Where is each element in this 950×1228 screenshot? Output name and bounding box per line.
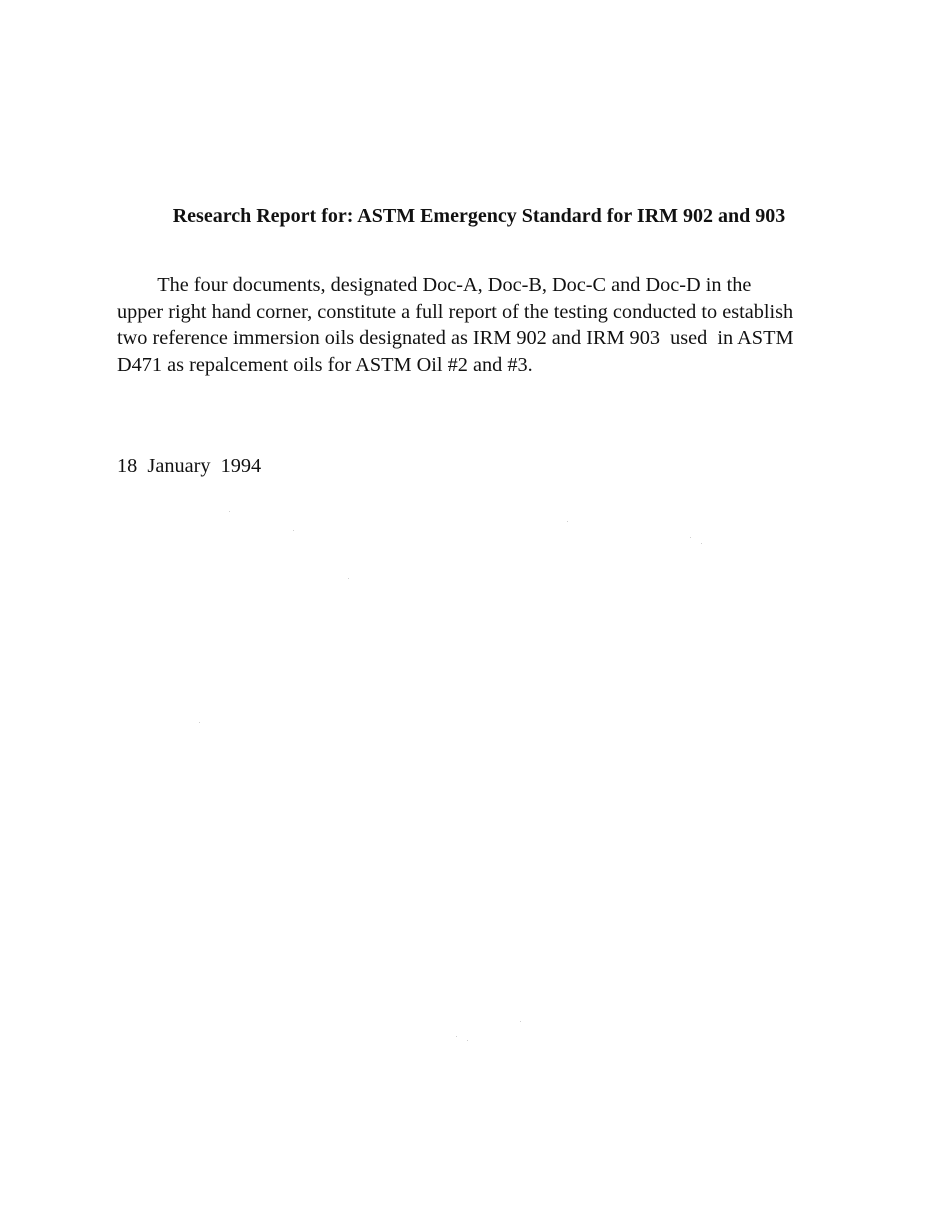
paragraph-line-2: upper right hand corner, constitute a full report of the testing conducted to establish — [117, 300, 794, 323]
scan-speck — [293, 530, 294, 531]
scan-speck — [701, 543, 702, 544]
paragraph-line-4: D471 as repalcement oils for ASTM Oil #2 and #3. — [117, 353, 533, 376]
scan-speck — [520, 1021, 521, 1022]
paragraph-line-1: The four documents, designated Doc-A, Doc-B, Doc-C and Doc-D in the — [117, 274, 752, 296]
scan-speck — [690, 537, 691, 538]
report-paragraph — [117, 272, 847, 378]
scan-speck — [229, 511, 230, 512]
scan-speck — [348, 578, 349, 579]
scan-speck — [467, 1040, 468, 1041]
paragraph-line-3: two reference immersion oils designated as IRM 902 and IRM 903 used in ASTM — [117, 327, 794, 349]
scan-speck — [567, 521, 568, 522]
report-date: 18 January 1994 — [117, 455, 262, 477]
report-title: Research Report for: ASTM Emergency Standard for IRM 902 and 903 — [172, 205, 786, 227]
scan-speck — [199, 722, 200, 723]
scan-speck — [456, 1036, 457, 1037]
